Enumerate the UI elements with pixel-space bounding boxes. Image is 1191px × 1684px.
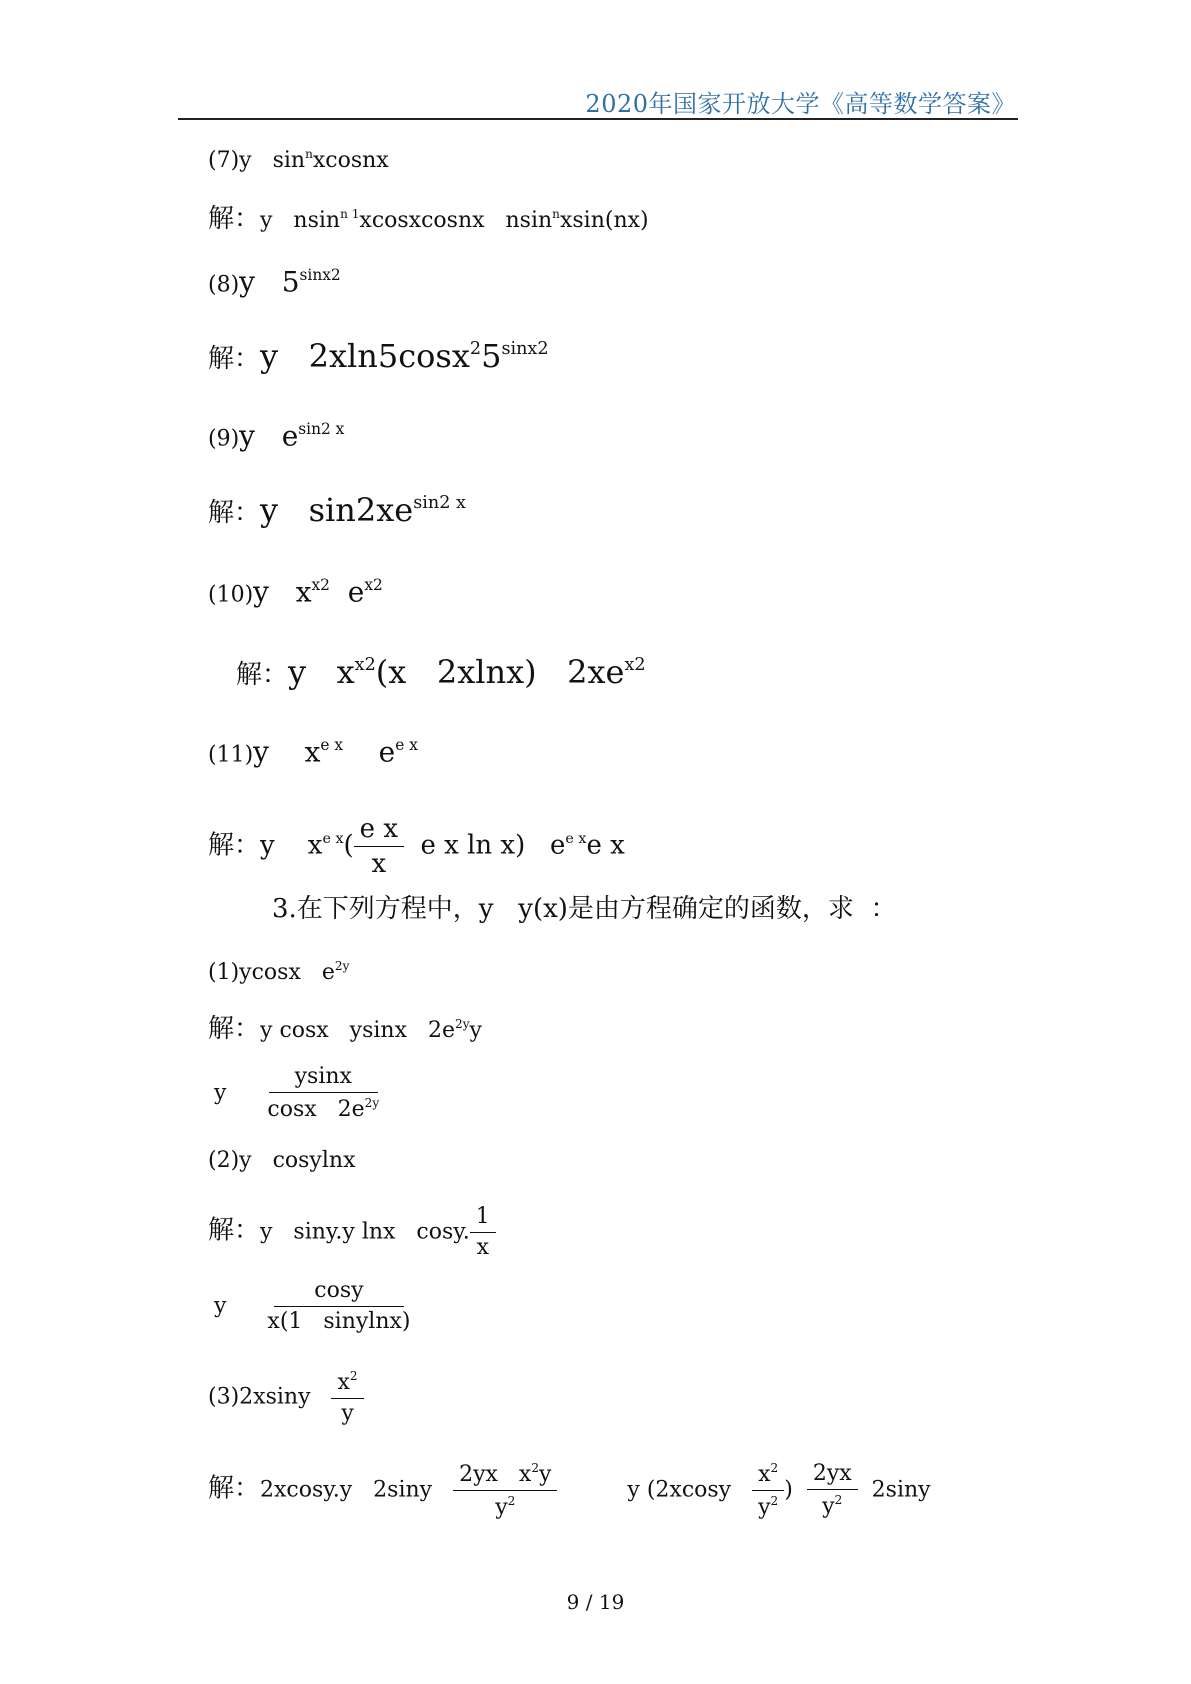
solution-label: 解： bbox=[208, 204, 261, 234]
fraction: $\frac{x^2}{y}$ bbox=[331, 1370, 363, 1425]
solution-label: 解： bbox=[208, 498, 261, 528]
fraction: $\frac{x^2}{y^2}$ bbox=[752, 1462, 784, 1519]
solution-label: 解： bbox=[236, 660, 289, 690]
problem-label: (1) bbox=[208, 960, 240, 986]
solution-9: 解：y $\sin 2xe^{sin2 x}$ bbox=[208, 491, 466, 529]
solution-11: 解：y $x^{e x}$( $\frac{\text{e x}}{x}$ e x ln x) $e^{e x}e$ x bbox=[208, 814, 625, 879]
solution-label: 解： bbox=[208, 830, 261, 861]
fraction: $\frac{ysinx}{\cos x 2e^{2y}}$ bbox=[267, 1064, 380, 1123]
page-number: 9 / 19 bbox=[566, 1590, 625, 1614]
fraction: $\frac{\text{e x}}{x}$ bbox=[354, 816, 404, 877]
problem-9: (9)y $e^{sin2 x}$ bbox=[208, 419, 345, 453]
solution-label: 解： bbox=[208, 344, 261, 374]
solution-8: 解：y $2xln5\cos x^25^{sinx2}$ bbox=[208, 337, 549, 375]
section-3-heading: 3.在下列方程中，y y(x)是由方程确定的函数，求 ： bbox=[272, 894, 897, 924]
solution-3-2: 解：y siny.y lnx cosy. $\frac{1}{x}$ bbox=[208, 1206, 496, 1259]
fraction: $\frac{2yx}{y^2}$ bbox=[807, 1463, 858, 1518]
problem-7: (7)y $\sin^nxcosnx$ bbox=[208, 147, 389, 174]
solution-label: 解： bbox=[208, 1014, 261, 1044]
problem-11: (11)y $x^{e x}$ $e^{e x}$ bbox=[208, 735, 418, 769]
problem-3-2: (2)y cosylnx bbox=[208, 1148, 356, 1173]
fraction: $\frac{\cos y}{\text{x(1 sinylnx)}}$ bbox=[267, 1278, 411, 1334]
solution-3-3: 解：2xcosy.y 2siny $\frac{2yx x^2y}{y^2}$ y (2xcosy $\frac{x^2}{y^2}$ ) $\frac{2yx}{y^2}$ 2siny bbox=[208, 1461, 931, 1521]
solution-label: 解： bbox=[208, 1215, 261, 1246]
solution-label: 解： bbox=[208, 1473, 261, 1504]
problem-10: (10)y $x^{x2}$ $e^{x2}$ bbox=[208, 575, 383, 609]
fraction: $\frac{1}{x}$ bbox=[470, 1206, 496, 1259]
problem-8: (8)y $5^{sinx2}$ bbox=[208, 265, 341, 299]
solution-3-2-result: y $\frac{\cos y}{\text{x(1 sinylnx)}}$ bbox=[214, 1280, 417, 1333]
solution-3-1: 解：y cosx ysinx $2e^{2y}y$ bbox=[208, 1014, 482, 1044]
problem-label: (2) bbox=[208, 1148, 240, 1173]
header-rule bbox=[178, 118, 1018, 120]
problem-label: (3) bbox=[208, 1384, 240, 1410]
problem-label: (10) bbox=[208, 582, 254, 608]
problem-3-3: (3)2xsiny $\frac{x^2}{y}$ bbox=[208, 1370, 364, 1425]
fraction: $\frac{2yx x^2y}{y^2}$ bbox=[453, 1462, 557, 1519]
problem-3-1: (1)ycosx $e^{2y}$ bbox=[208, 959, 350, 986]
problem-label: (11) bbox=[208, 742, 254, 768]
problem-label: (9) bbox=[208, 426, 240, 452]
problem-label: (7) bbox=[208, 148, 240, 174]
problem-label: (8) bbox=[208, 272, 240, 298]
solution-10: 解：y $x^{x2}(x$ 2xlnx) $2xe^{x2}$ bbox=[236, 653, 646, 691]
solution-7: 解：y nsin$^{n 1}$xcosxcosnx nsin$^n$xsin(nx) bbox=[208, 204, 649, 234]
header-title: 2020年国家开放大学《高等数学答案》 bbox=[585, 90, 1016, 118]
solution-3-1-result: y $\frac{ysinx}{\cos x 2e^{2y}}$ bbox=[214, 1066, 385, 1121]
